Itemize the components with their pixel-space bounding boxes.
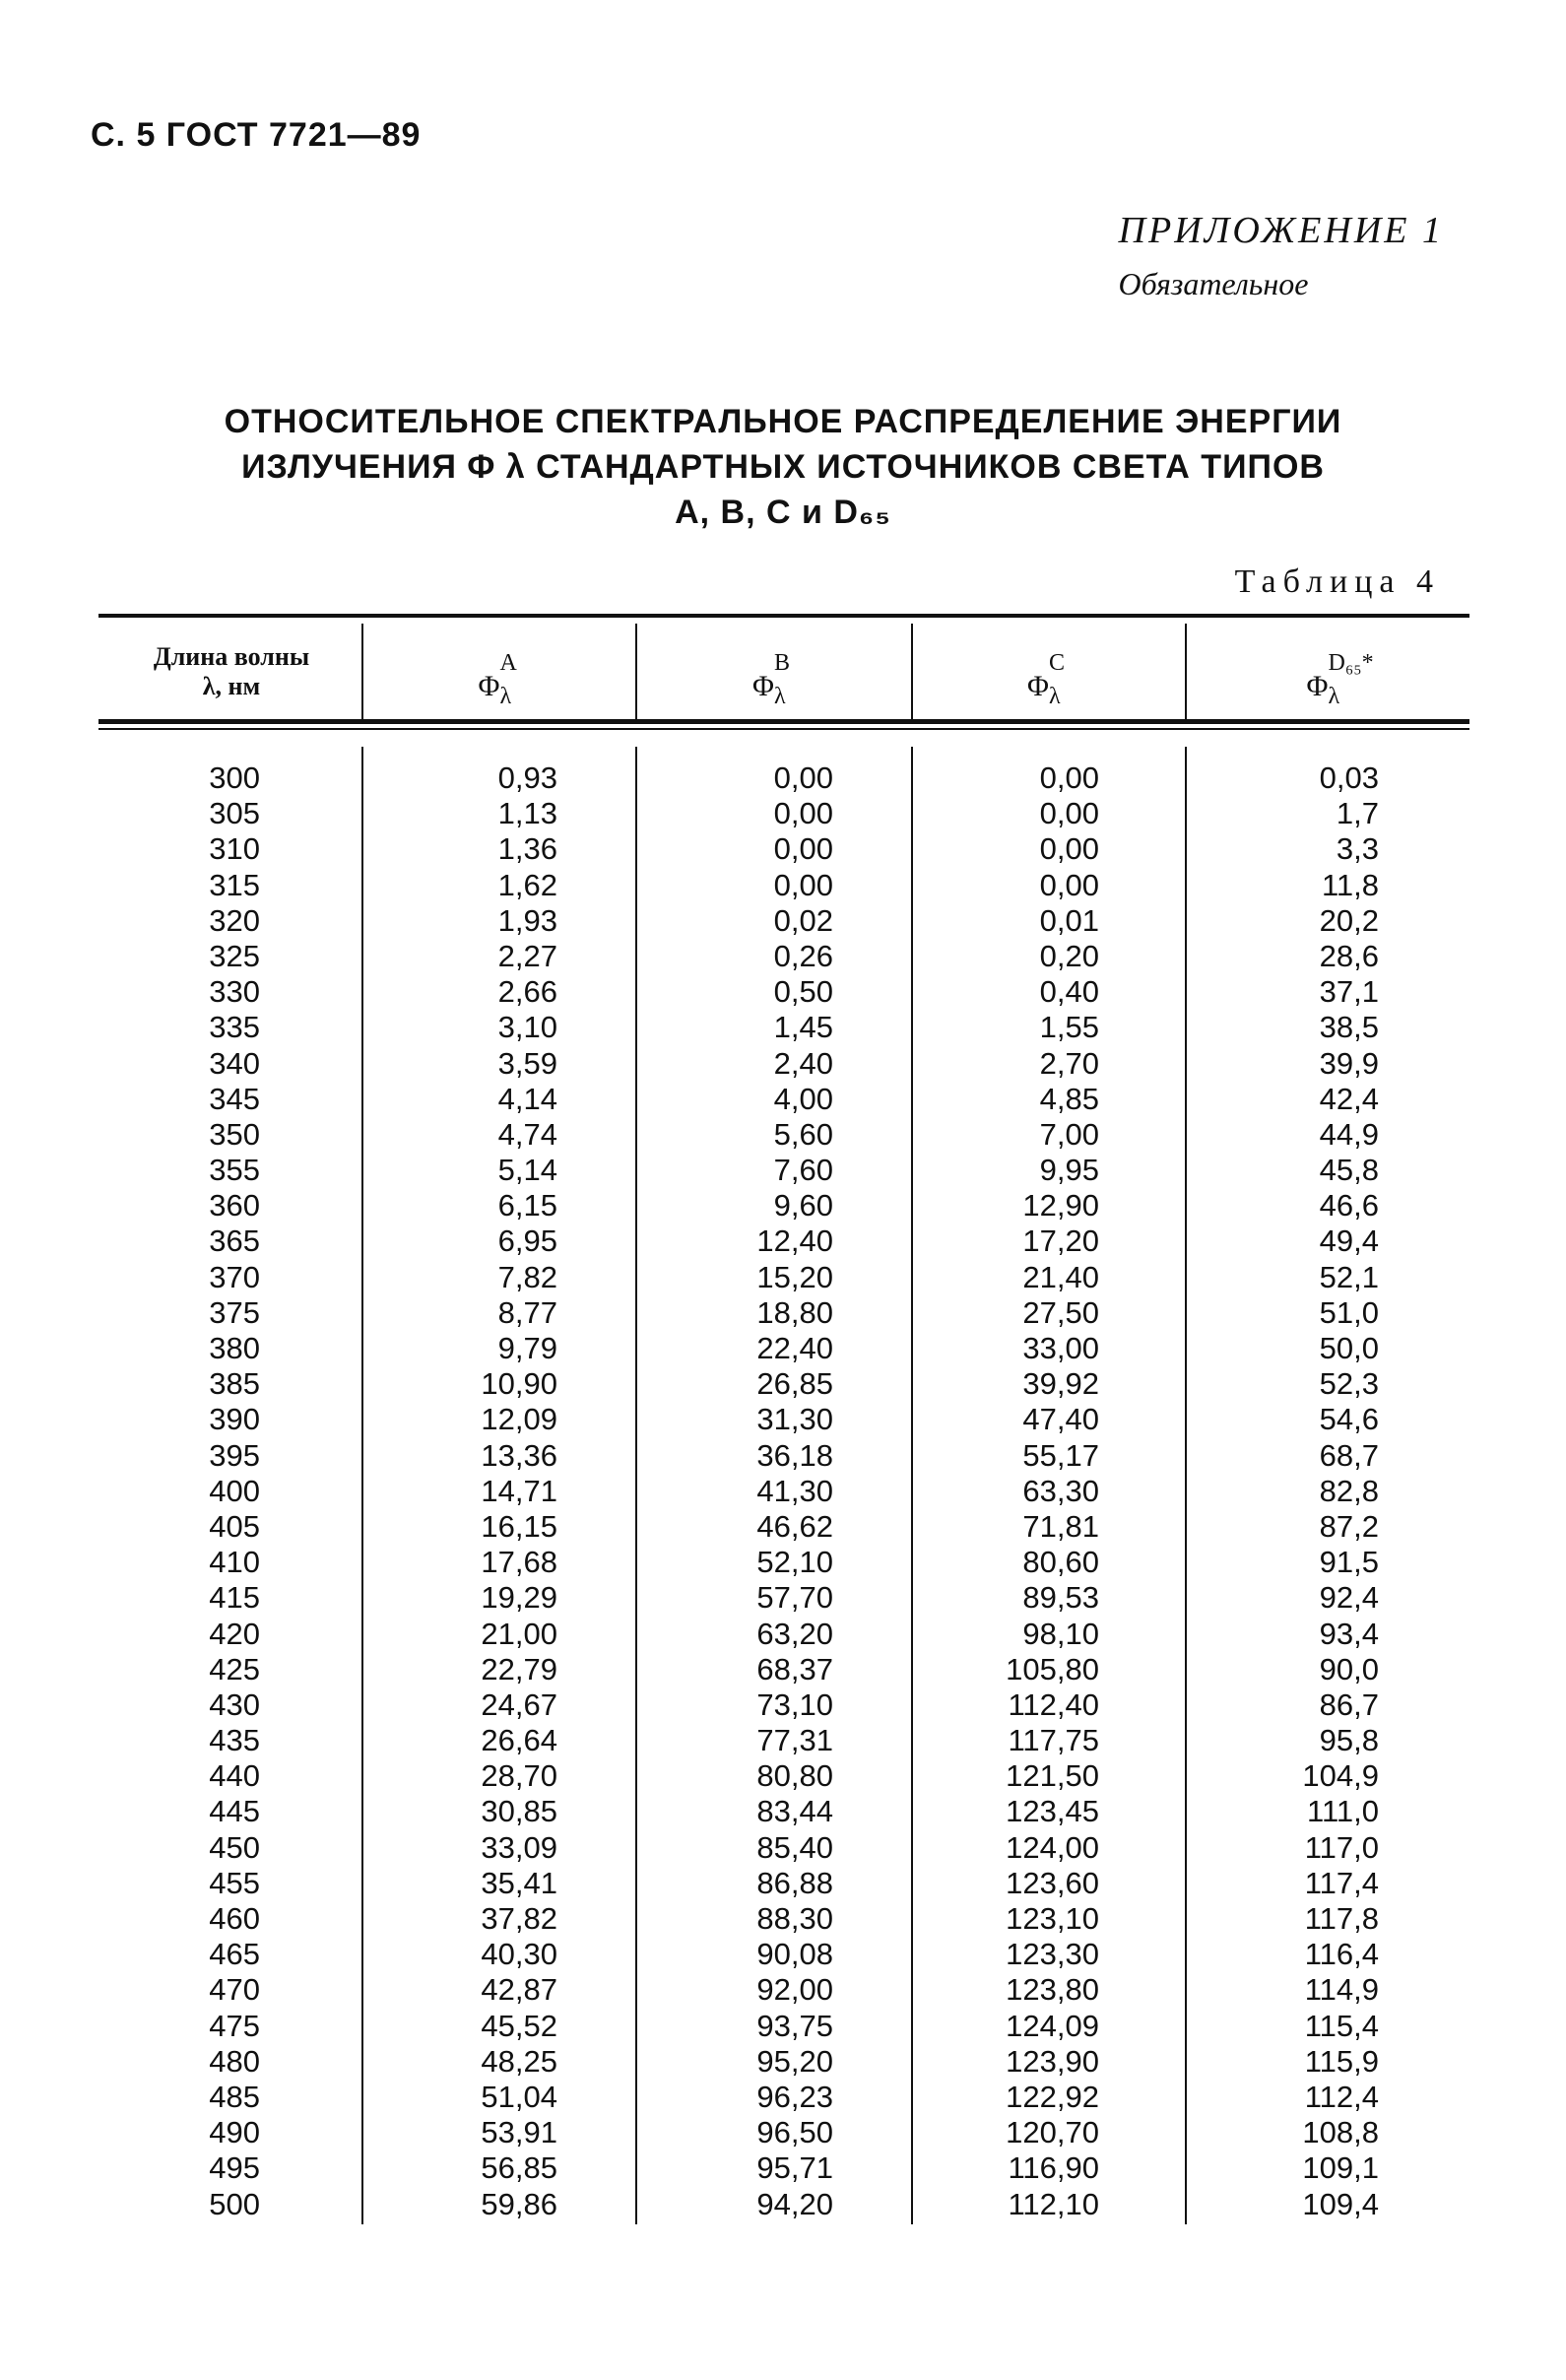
cell-phi-b: 94,20 — [756, 2186, 833, 2221]
cell-phi-d65: 117,0 — [1304, 1829, 1379, 1865]
cell-phi-b: 63,20 — [756, 1616, 833, 1651]
cell-phi-a: 45,52 — [481, 2008, 557, 2043]
cell-phi-c: 0,01 — [1039, 902, 1099, 938]
cell-phi-a: 9,79 — [497, 1331, 557, 1365]
table-row — [0, 1402, 1566, 1437]
cell-phi-b: 0,00 — [773, 831, 833, 867]
cell-phi-a: 3,59 — [497, 1045, 557, 1081]
cell-phi-d65: 108,8 — [1302, 2115, 1379, 2150]
cell-wavelength: 500 — [209, 2186, 260, 2221]
cell-phi-b: 85,40 — [756, 1829, 833, 1865]
cell-wavelength: 420 — [209, 1616, 260, 1651]
cell-phi-a: 5,14 — [497, 1153, 557, 1188]
table-row — [0, 903, 1566, 939]
cell-phi-d65: 11,8 — [1321, 867, 1379, 902]
table-row — [0, 831, 1566, 867]
table-row — [0, 1723, 1566, 1758]
cell-wavelength: 460 — [209, 1901, 260, 1936]
table-row — [0, 1545, 1566, 1580]
cell-wavelength: 445 — [209, 1794, 260, 1829]
cell-phi-c: 39,92 — [1022, 1366, 1099, 1402]
cell-phi-b: 73,10 — [756, 1686, 833, 1722]
cell-wavelength: 490 — [209, 2115, 260, 2150]
cell-wavelength: 485 — [209, 2079, 260, 2114]
cell-wavelength: 370 — [209, 1259, 260, 1294]
table-row — [0, 1438, 1566, 1474]
cell-phi-d65: 109,1 — [1302, 2150, 1379, 2186]
cell-phi-c: 117,75 — [1008, 1723, 1099, 1758]
title-line-1: ОТНОСИТЕЛЬНОЕ СПЕКТРАЛЬНОЕ РАСПРЕДЕЛЕНИЕ ЭНЕРГИИ — [224, 403, 1342, 440]
column-header-line-1: Длина волны — [153, 642, 310, 671]
table-row — [0, 1295, 1566, 1331]
table-row — [0, 1223, 1566, 1259]
cell-phi-d65: 104,9 — [1302, 1758, 1379, 1794]
cell-phi-d65: 46,6 — [1319, 1188, 1379, 1223]
page-header: С. 5 ГОСТ 7721—89 — [91, 116, 422, 154]
appendix-status: Обязательное — [1118, 266, 1309, 301]
cell-phi-a: 3,10 — [497, 1010, 557, 1045]
cell-phi-d65: 49,4 — [1319, 1223, 1379, 1259]
table-top-rule — [98, 614, 1469, 618]
table-row — [0, 1972, 1566, 2008]
cell-wavelength: 455 — [209, 1865, 260, 1900]
cell-phi-c: 112,40 — [1008, 1686, 1099, 1722]
column-header-phi-c — [913, 630, 1185, 719]
table-row — [0, 1794, 1566, 1829]
phi-superscript: B — [774, 650, 791, 676]
cell-phi-c: 80,60 — [1022, 1545, 1099, 1580]
table-row — [0, 796, 1566, 831]
cell-phi-b: 88,30 — [756, 1901, 833, 1936]
cell-phi-b: 90,08 — [756, 1937, 833, 1972]
cell-phi-a: 42,87 — [481, 1972, 557, 2008]
cell-wavelength: 385 — [209, 1366, 260, 1402]
cell-phi-c: 122,92 — [1006, 2079, 1099, 2114]
cell-phi-d65: 52,1 — [1319, 1259, 1379, 1294]
cell-phi-c: 124,00 — [1006, 1829, 1099, 1865]
table-row — [0, 1331, 1566, 1366]
cell-wavelength: 320 — [209, 902, 260, 938]
cell-phi-a: 16,15 — [481, 1508, 557, 1544]
cell-phi-c: 21,40 — [1022, 1259, 1099, 1294]
cell-phi-a: 35,41 — [481, 1865, 557, 1900]
table-row — [0, 2187, 1566, 2222]
cell-phi-b: 22,40 — [756, 1331, 833, 1365]
cell-phi-b: 41,30 — [756, 1473, 833, 1508]
cell-phi-c: 89,53 — [1022, 1580, 1099, 1616]
table-row — [0, 1830, 1566, 1866]
table-row — [0, 1617, 1566, 1652]
table-row — [0, 1509, 1566, 1545]
cell-wavelength: 495 — [209, 2150, 260, 2186]
cell-phi-b: 86,88 — [756, 1865, 833, 1900]
cell-phi-d65: 111,0 — [1307, 1794, 1379, 1829]
cell-phi-d65: 117,4 — [1304, 1865, 1379, 1900]
title-line-3: А, В, С и D₆₅ — [675, 494, 891, 531]
column-header-phi-d65 — [1187, 630, 1469, 719]
cell-phi-c: 120,70 — [1006, 2115, 1099, 2150]
cell-phi-b: 1,45 — [773, 1010, 833, 1045]
cell-wavelength: 300 — [209, 760, 260, 795]
cell-phi-a: 59,86 — [481, 2186, 557, 2221]
cell-wavelength: 325 — [209, 938, 260, 973]
table-row — [0, 1758, 1566, 1794]
cell-phi-b: 7,60 — [773, 1153, 833, 1188]
cell-phi-c: 121,50 — [1006, 1758, 1099, 1794]
cell-phi-d65: 87,2 — [1319, 1508, 1379, 1544]
title-line-2: ИЗЛУЧЕНИЯ Φ λ СТАНДАРТНЫХ ИСТОЧНИКОВ СВЕТА ТИПОВ — [241, 448, 1325, 486]
cell-phi-d65: 37,1 — [1319, 974, 1379, 1010]
table-label: Таблица 4 — [1234, 563, 1440, 600]
column-header-wavelength — [98, 630, 364, 731]
cell-wavelength: 450 — [209, 1829, 260, 1865]
cell-wavelength: 415 — [209, 1580, 260, 1616]
appendix-label: ПРИЛОЖЕНИЕ 1 — [1118, 210, 1444, 251]
cell-phi-a: 37,82 — [481, 1901, 557, 1936]
cell-phi-b: 0,26 — [773, 938, 833, 973]
cell-wavelength: 440 — [209, 1758, 260, 1794]
cell-wavelength: 470 — [209, 1972, 260, 2008]
cell-wavelength: 360 — [209, 1188, 260, 1223]
cell-wavelength: 340 — [209, 1045, 260, 1081]
cell-phi-a: 6,95 — [497, 1223, 557, 1259]
cell-phi-d65: 38,5 — [1319, 1010, 1379, 1045]
cell-phi-d65: 115,4 — [1304, 2008, 1379, 2043]
cell-phi-c: 0,00 — [1039, 760, 1099, 795]
cell-phi-b: 92,00 — [756, 1972, 833, 2008]
table-row — [0, 1937, 1566, 1972]
cell-phi-a: 8,77 — [497, 1294, 557, 1330]
cell-phi-b: 93,75 — [756, 2008, 833, 2043]
cell-phi-d65: 116,4 — [1304, 1937, 1379, 1972]
cell-wavelength: 380 — [209, 1331, 260, 1365]
phi-subscript: λ — [499, 684, 512, 709]
table-row — [0, 2080, 1566, 2115]
cell-phi-b: 0,02 — [773, 902, 833, 938]
cell-phi-b: 96,50 — [756, 2115, 833, 2150]
cell-phi-b: 83,44 — [756, 1794, 833, 1829]
cell-phi-a: 40,30 — [481, 1937, 557, 1972]
cell-phi-a: 4,14 — [497, 1081, 557, 1116]
cell-phi-d65: 93,4 — [1319, 1616, 1379, 1651]
cell-phi-d65: 42,4 — [1319, 1081, 1379, 1116]
column-header-phi-a — [364, 630, 635, 719]
cell-wavelength: 475 — [209, 2008, 260, 2043]
cell-wavelength: 400 — [209, 1473, 260, 1508]
cell-phi-c: 7,00 — [1039, 1116, 1099, 1152]
cell-wavelength: 315 — [209, 867, 260, 902]
cell-phi-d65: 52,3 — [1319, 1366, 1379, 1402]
phi-symbol: Φ — [1306, 670, 1329, 702]
cell-phi-c: 0,00 — [1039, 831, 1099, 867]
cell-phi-a: 28,70 — [481, 1758, 557, 1794]
cell-phi-a: 13,36 — [481, 1437, 557, 1473]
cell-wavelength: 430 — [209, 1686, 260, 1722]
cell-wavelength: 405 — [209, 1508, 260, 1544]
phi-symbol: Φ — [478, 670, 500, 702]
cell-phi-c: 123,10 — [1006, 1901, 1099, 1936]
cell-phi-c: 98,10 — [1022, 1616, 1099, 1651]
cell-phi-d65: 112,4 — [1304, 2079, 1379, 2114]
document-title — [98, 399, 1468, 535]
cell-phi-d65: 92,4 — [1319, 1580, 1379, 1616]
cell-wavelength: 410 — [209, 1545, 260, 1580]
table-row — [0, 1260, 1566, 1295]
cell-phi-d65: 45,8 — [1319, 1153, 1379, 1188]
table-row — [0, 1046, 1566, 1082]
cell-wavelength: 310 — [209, 831, 260, 867]
cell-phi-b: 77,31 — [756, 1723, 833, 1758]
cell-phi-c: 105,80 — [1006, 1651, 1099, 1686]
table-row — [0, 1366, 1566, 1402]
appendix-block — [1119, 209, 1444, 302]
cell-phi-a: 22,79 — [481, 1651, 557, 1686]
cell-phi-a: 14,71 — [481, 1473, 557, 1508]
cell-phi-c: 2,70 — [1039, 1045, 1099, 1081]
table-row — [0, 1153, 1566, 1188]
cell-phi-b: 15,20 — [756, 1259, 833, 1294]
cell-phi-c: 124,09 — [1006, 2008, 1099, 2043]
cell-phi-c: 112,10 — [1008, 2186, 1099, 2221]
cell-phi-c: 123,60 — [1006, 1865, 1099, 1900]
cell-phi-d65: 3,3 — [1336, 831, 1379, 867]
cell-phi-a: 48,25 — [481, 2043, 557, 2079]
cell-phi-c: 1,55 — [1039, 1010, 1099, 1045]
cell-phi-b: 96,23 — [756, 2079, 833, 2114]
phi-symbol: Φ — [752, 670, 774, 702]
cell-phi-a: 2,66 — [497, 974, 557, 1010]
table-row — [0, 1580, 1566, 1616]
cell-phi-c: 33,00 — [1022, 1331, 1099, 1365]
cell-phi-b: 2,40 — [773, 1045, 833, 1081]
phi-symbol: Φ — [1027, 670, 1049, 702]
table-row — [0, 974, 1566, 1010]
cell-phi-d65: 95,8 — [1319, 1723, 1379, 1758]
table-row — [0, 1010, 1566, 1045]
table-row — [0, 1687, 1566, 1723]
cell-phi-d65: 82,8 — [1319, 1473, 1379, 1508]
cell-phi-a: 24,67 — [481, 1686, 557, 1722]
cell-wavelength: 305 — [209, 796, 260, 831]
cell-wavelength: 335 — [209, 1010, 260, 1045]
cell-wavelength: 395 — [209, 1437, 260, 1473]
cell-phi-c: 9,95 — [1039, 1153, 1099, 1188]
cell-phi-c: 47,40 — [1022, 1402, 1099, 1437]
cell-phi-c: 55,17 — [1022, 1437, 1099, 1473]
cell-phi-b: 95,20 — [756, 2043, 833, 2079]
cell-wavelength: 375 — [209, 1294, 260, 1330]
cell-phi-d65: 86,7 — [1319, 1686, 1379, 1722]
table-row — [0, 2115, 1566, 2150]
cell-phi-b: 80,80 — [756, 1758, 833, 1794]
cell-phi-b: 0,00 — [773, 760, 833, 795]
table-row — [0, 2150, 1566, 2186]
cell-phi-a: 6,15 — [497, 1188, 557, 1223]
cell-wavelength: 465 — [209, 1937, 260, 1972]
cell-phi-b: 46,62 — [756, 1508, 833, 1544]
cell-phi-a: 1,36 — [497, 831, 557, 867]
cell-phi-a: 7,82 — [497, 1259, 557, 1294]
cell-phi-a: 56,85 — [481, 2150, 557, 2186]
cell-phi-b: 57,70 — [756, 1580, 833, 1616]
table-row — [0, 1117, 1566, 1153]
cell-wavelength: 350 — [209, 1116, 260, 1152]
table-row — [0, 2044, 1566, 2080]
cell-phi-c: 27,50 — [1022, 1294, 1099, 1330]
cell-phi-a: 17,68 — [481, 1545, 557, 1580]
table-row — [0, 1188, 1566, 1223]
table-row — [0, 939, 1566, 974]
cell-phi-c: 0,00 — [1039, 867, 1099, 902]
cell-phi-d65: 20,2 — [1319, 902, 1379, 938]
phi-subscript: λ — [1328, 684, 1340, 709]
cell-phi-d65: 114,9 — [1304, 1972, 1379, 2008]
cell-phi-d65: 115,9 — [1304, 2043, 1379, 2079]
cell-phi-c: 116,90 — [1008, 2150, 1099, 2186]
cell-phi-b: 4,00 — [773, 1081, 833, 1116]
cell-phi-d65: 1,7 — [1336, 796, 1379, 831]
cell-phi-c: 71,81 — [1022, 1508, 1099, 1544]
cell-phi-a: 1,62 — [497, 867, 557, 902]
cell-phi-c: 4,85 — [1039, 1081, 1099, 1116]
cell-phi-a: 19,29 — [481, 1580, 557, 1616]
cell-phi-a: 33,09 — [481, 1829, 557, 1865]
cell-phi-b: 52,10 — [756, 1545, 833, 1580]
cell-phi-a: 2,27 — [497, 938, 557, 973]
cell-phi-a: 10,90 — [481, 1366, 557, 1402]
cell-phi-b: 18,80 — [756, 1294, 833, 1330]
cell-wavelength: 435 — [209, 1723, 260, 1758]
cell-phi-c: 63,30 — [1022, 1473, 1099, 1508]
cell-phi-c: 123,30 — [1006, 1937, 1099, 1972]
phi-superscript: D₆₅* — [1328, 650, 1374, 676]
cell-phi-b: 5,60 — [773, 1116, 833, 1152]
cell-phi-d65: 91,5 — [1319, 1545, 1379, 1580]
phi-subscript: λ — [774, 684, 786, 709]
cell-phi-b: 12,40 — [756, 1223, 833, 1259]
table-row — [0, 1082, 1566, 1117]
cell-phi-b: 9,60 — [773, 1188, 833, 1223]
cell-phi-b: 0,50 — [773, 974, 833, 1010]
cell-phi-c: 123,45 — [1006, 1794, 1099, 1829]
cell-phi-c: 0,20 — [1039, 938, 1099, 973]
table-row — [0, 760, 1566, 796]
cell-phi-c: 17,20 — [1022, 1223, 1099, 1259]
table-row — [0, 1652, 1566, 1687]
column-header-line-2: λ, нм — [202, 672, 261, 700]
cell-phi-d65: 54,6 — [1319, 1402, 1379, 1437]
cell-phi-a: 4,74 — [497, 1116, 557, 1152]
cell-phi-c: 0,00 — [1039, 796, 1099, 831]
cell-wavelength: 355 — [209, 1153, 260, 1188]
table-body — [0, 760, 1566, 2222]
table-row — [0, 1901, 1566, 1937]
cell-wavelength: 480 — [209, 2043, 260, 2079]
cell-wavelength: 330 — [209, 974, 260, 1010]
cell-phi-a: 30,85 — [481, 1794, 557, 1829]
cell-wavelength: 425 — [209, 1651, 260, 1686]
cell-phi-d65: 0,03 — [1319, 760, 1379, 795]
cell-phi-d65: 51,0 — [1319, 1294, 1379, 1330]
cell-phi-d65: 50,0 — [1319, 1331, 1379, 1365]
cell-phi-b: 0,00 — [773, 867, 833, 902]
cell-phi-a: 53,91 — [481, 2115, 557, 2150]
phi-subscript: λ — [1049, 684, 1061, 709]
cell-phi-a: 1,13 — [497, 796, 557, 831]
cell-phi-b: 36,18 — [756, 1437, 833, 1473]
cell-phi-c: 12,90 — [1022, 1188, 1099, 1223]
phi-superscript: C — [1049, 650, 1066, 676]
cell-phi-c: 0,40 — [1039, 974, 1099, 1010]
column-header-phi-b — [637, 630, 911, 719]
table-row — [0, 1474, 1566, 1509]
cell-phi-b: 68,37 — [756, 1651, 833, 1686]
cell-phi-d65: 109,4 — [1302, 2186, 1379, 2221]
table-row — [0, 1866, 1566, 1901]
cell-phi-a: 0,93 — [497, 760, 557, 795]
cell-wavelength: 345 — [209, 1081, 260, 1116]
cell-phi-d65: 28,6 — [1319, 938, 1379, 973]
cell-phi-a: 1,93 — [497, 902, 557, 938]
cell-phi-d65: 44,9 — [1319, 1116, 1379, 1152]
cell-phi-d65: 68,7 — [1319, 1437, 1379, 1473]
cell-phi-a: 12,09 — [481, 1402, 557, 1437]
cell-phi-b: 95,71 — [756, 2150, 833, 2186]
cell-phi-a: 51,04 — [481, 2079, 557, 2114]
cell-phi-c: 123,80 — [1006, 1972, 1099, 2008]
cell-phi-d65: 90,0 — [1319, 1651, 1379, 1686]
cell-phi-d65: 117,8 — [1304, 1901, 1379, 1936]
cell-phi-d65: 39,9 — [1319, 1045, 1379, 1081]
cell-phi-a: 21,00 — [481, 1616, 557, 1651]
cell-phi-b: 0,00 — [773, 796, 833, 831]
cell-phi-b: 31,30 — [756, 1402, 833, 1437]
table-row — [0, 2009, 1566, 2044]
cell-wavelength: 390 — [209, 1402, 260, 1437]
table-row — [0, 868, 1566, 903]
cell-phi-a: 26,64 — [481, 1723, 557, 1758]
phi-superscript: A — [499, 650, 517, 676]
cell-phi-c: 123,90 — [1006, 2043, 1099, 2079]
cell-wavelength: 365 — [209, 1223, 260, 1259]
cell-phi-b: 26,85 — [756, 1366, 833, 1402]
